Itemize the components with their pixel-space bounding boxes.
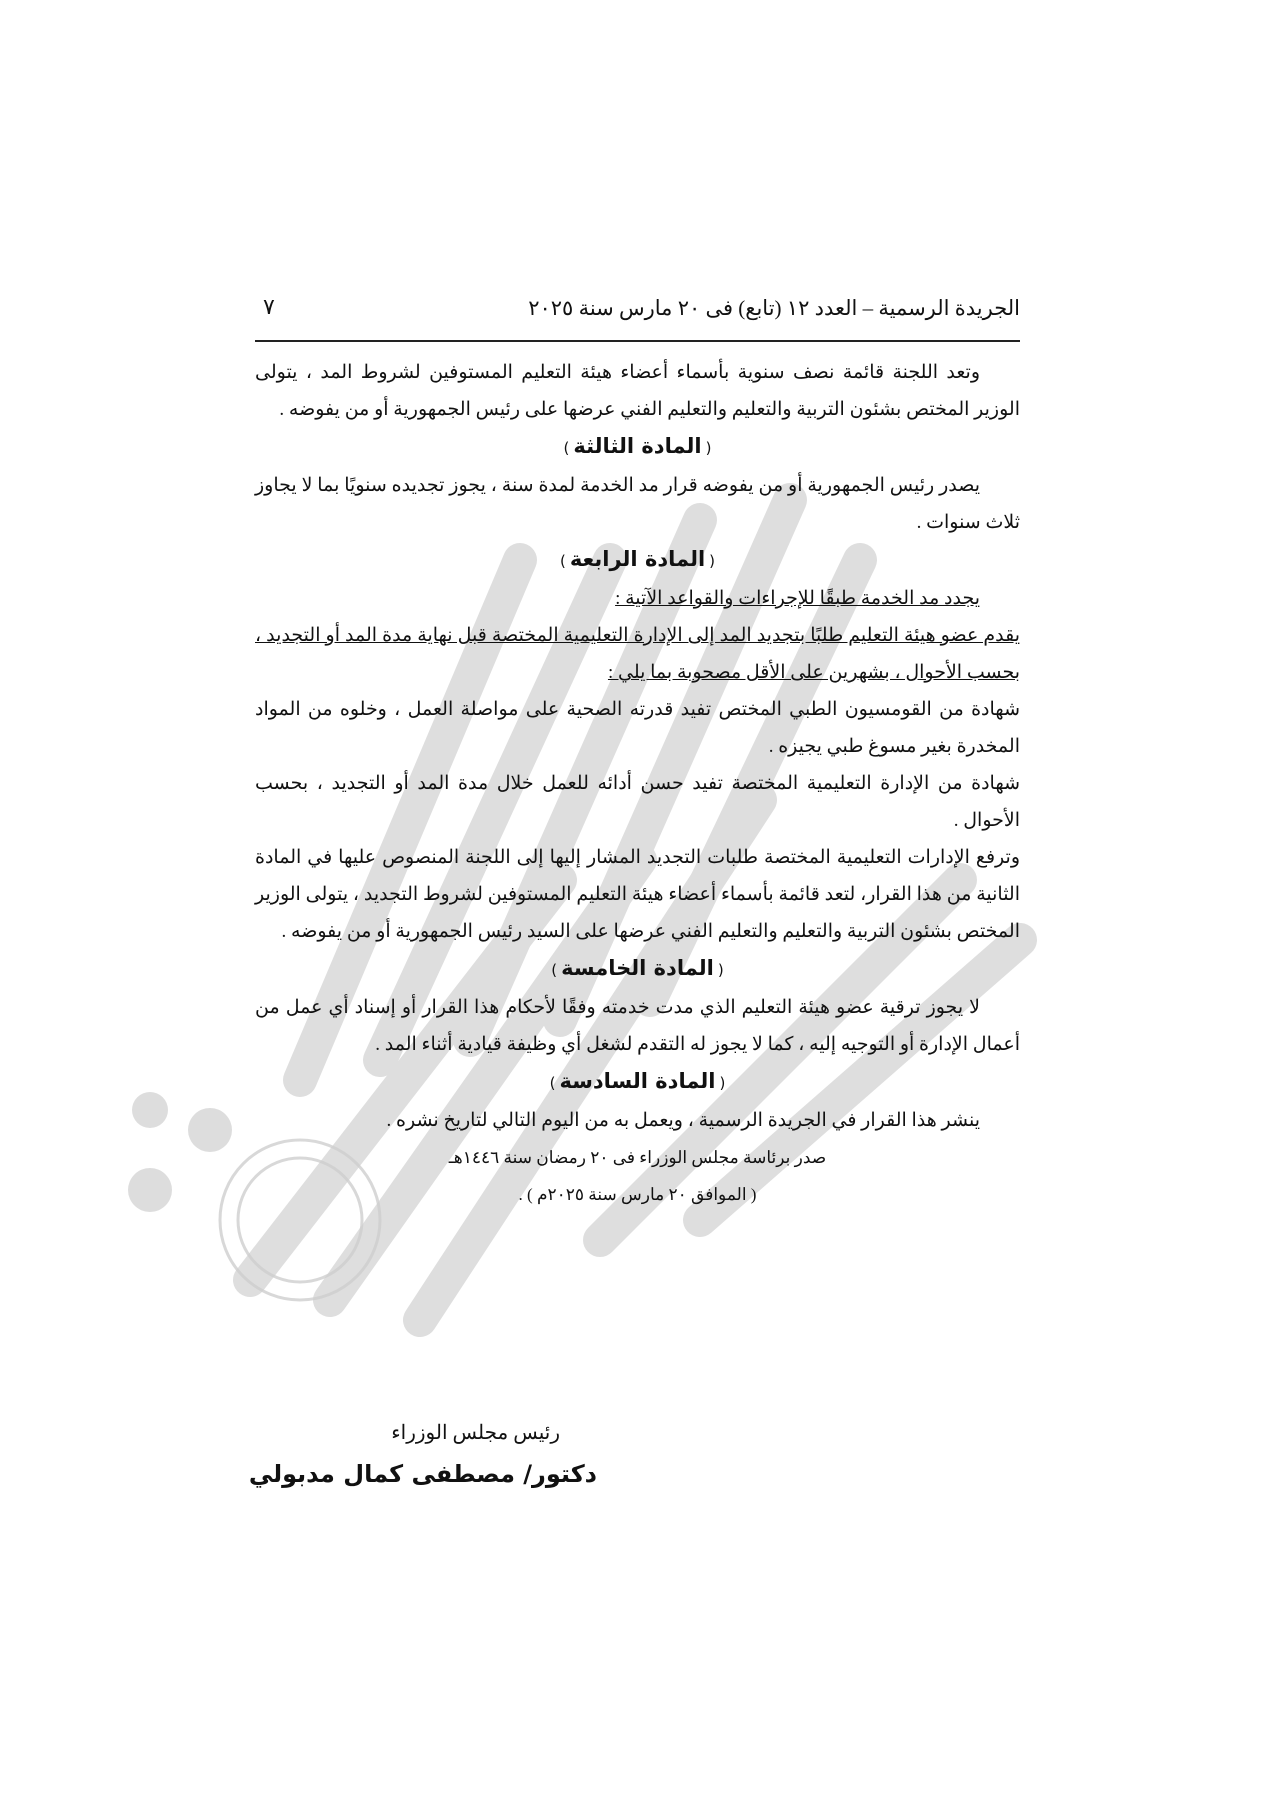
- decree-body: [255, 354, 1020, 1213]
- corresponding-date: ( الموافق ٢٠ مارس سنة ٢٠٢٥م ) .: [518, 1185, 757, 1204]
- article-six-heading: (المادة السادسة): [549, 1069, 726, 1093]
- issued-date: صدر برئاسة مجلس الوزراء فى ٢٠ رمضان سنة ١٤٤٦هـ: [448, 1148, 827, 1167]
- article-six-label: المادة السادسة: [559, 1069, 716, 1093]
- article-four-label: المادة الرابعة: [569, 547, 706, 571]
- paragraph-article-three: يصدر رئيس الجمهورية أو من يفوضه قرار مد الخدمة لمدة سنة ، يجوز تجديده سنويًا بما لا يجاوز ثلاث سنوات .: [255, 475, 1020, 533]
- paragraph-performance-certificate: شهادة من الإدارة التعليمية المختصة تفيد حسن أدائه للعمل خلال مدة المد أو التجديد ، بحسب الأحوال .: [255, 773, 1020, 831]
- signature-title: رئيس مجلس الوزراء: [391, 1422, 560, 1444]
- article-three-heading: (المادة الثالثة): [563, 434, 712, 458]
- paragraph-renewal-request: يقدم عضو هيئة التعليم طلبًا بتجديد المد إلى الإدارة التعليمية المختصة قبل نهاية مدة المد أو التجديد ، بحسب الأحوال ، بشهرين على الأقل مصحوبة بما يلي :: [255, 625, 1020, 683]
- page-number: ٧: [263, 294, 275, 319]
- header-divider: [255, 340, 1020, 342]
- paragraph-medical-certificate: شهادة من القومسيون الطبي المختص تفيد قدرته الصحية على مواصلة العمل ، وخلوه من المواد المخدرة بغير مسوغ طبي يجيزه .: [255, 699, 1020, 757]
- paragraph-submission: وترفع الإدارات التعليمية المختصة طلبات التجديد المشار إليها إلى اللجنة المنصوص عليها في المادة الثانية من هذا القرار، لتعد قائمة بأسماء أعضاء هيئة التعليم المستوفين لشروط التجديد ، يتولى الوزير المختص بشئون التربية والتعليم والتعليم الفني عرضها على السيد رئيس الجمهورية أو من يفوضه .: [255, 847, 1020, 942]
- paragraph-article-five: لا يجوز ترقية عضو هيئة التعليم الذي مدت خدمته وفقًا لأحكام هذا القرار أو إسناد أي عمل من أعمال الإدارة أو التوجيه إليه ، كما لا يجوز له التقدم لشغل أي وظيفة قيادية أثناء المد .: [255, 997, 1020, 1055]
- paragraph-publication: ينشر هذا القرار في الجريدة الرسمية ، ويعمل به من اليوم التالي لتاريخ نشره .: [386, 1110, 980, 1131]
- signature-name: دكتور/ مصطفى كمال مدبولي: [248, 1460, 597, 1488]
- paragraph-committee-list: وتعد اللجنة قائمة نصف سنوية بأسماء أعضاء هيئة التعليم المستوفين لشروط المد ، يتولى الوزير المختص بشئون التربية والتعليم والتعليم الفني عرضها على رئيس الجمهورية أو من يفوضه .: [255, 362, 1020, 420]
- article-five-label: المادة الخامسة: [561, 956, 714, 980]
- paragraph-article-four-intro: يجدد مد الخدمة طبقًا للإجراءات والقواعد الآتية :: [615, 588, 980, 609]
- page-header: [255, 290, 1020, 330]
- article-three-label: المادة الثالثة: [573, 434, 702, 458]
- gazette-title: الجريدة الرسمية – العدد ١٢ (تابع) فى ٢٠ مارس سنة ٢٠٢٥: [528, 296, 1020, 320]
- article-five-heading: (المادة الخامسة): [551, 956, 724, 980]
- article-four-heading: (المادة الرابعة): [559, 547, 716, 571]
